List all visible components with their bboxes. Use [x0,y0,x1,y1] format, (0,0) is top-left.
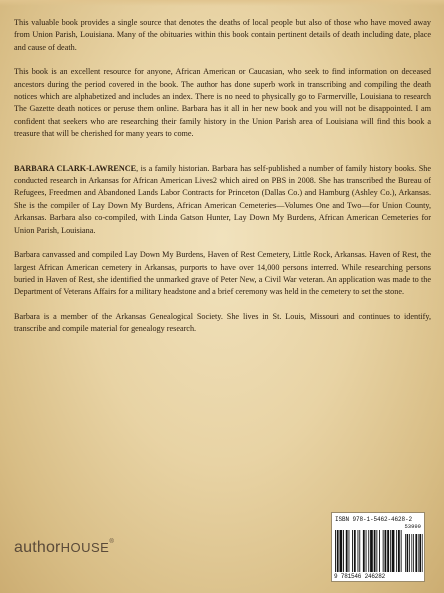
bio-paragraph-1-text: , is a family historian. Barbara has self-published a number of family history books. She conducted research in Arkansas for African American Lives2 which aired on PBS in 2008. She has transcribed the Bureau of Refugees, Freedmen and Abandoned Lands Labor Contracts for Princeton (Dallas Co.) and Hamburg (Ashley Co.), Arkansas. She is the compiler of Lay Down My Burdens, African American Cemeteries—Volumes One and Two—for Union County, Arkansas. Barbara also co-compiled, with Linda Gatson Hunter, Lay Down My Burdens, African American Cemeteries for Union Parish, Louisiana. [14,163,431,235]
bio-paragraph-2: Barbara canvassed and compiled Lay Down My Burdens, Haven of Rest Cemetery, Little Rock, Arkansas. Haven of Rest, the largest African American cemetery in Arkansas, purports to have over 14,000 persons interred. While researching persons buried in Haven of Rest, she identified the unmarked grave of Peter New, a Civil War veteran. An application was made to the Department of Veterans Affairs for a military headstone and a brief ceremony was held in the cemetery to set the stone. [14,250,431,297]
description-paragraph-2: This book is an excellent resource for anyone, African American or Caucasian, who seek to find information on deceased ancestors during the period covered in the book. The author has done superb work in transcribing and compiling the death notices which are alphabetized and includes an index. There is no need to physically go to Farmerville, Louisiana to research The Gazette death notices or peruse them online. Barbara has it all in her new book and you will not be disappointed. I am confident that seekers who are researching their family history in the Union Parish area of Louisiana will find this book a treasure that will be cherished for many years to come. [14,67,431,139]
isbn-barcode [331,512,425,582]
price-code: 53999 [404,523,421,530]
barcode-digits: 9 781546 246282 [334,573,386,580]
author-name: BARBARA CLARK-LAWRENCE [14,163,137,173]
trademark-mark: ® [109,539,114,545]
top-edge-shading [0,0,444,6]
publisher-logo-suffix: HOUSE [60,540,110,555]
section-gap [14,153,431,163]
publisher-logo [14,539,114,557]
bio-paragraph-1 [14,163,431,237]
barcode-bars [335,530,423,572]
description-paragraph-1: This valuable book provides a single source that denotes the deaths of local people but also of those who have moved away from Union Parish, Louisiana. Many of the obituaries within this book contain pertinent details of death including date, place and cause of death. [14,18,431,52]
back-cover-text [14,17,431,348]
bio-paragraph-3: Barbara is a member of the Arkansas Genealogical Society. She lives in St. Louis, Missouri and continues to identify, transcribe and compile material for genealogy research. [14,311,431,334]
publisher-logo-prefix: author [14,539,61,556]
isbn-label: ISBN 978-1-5462-4628-2 [335,516,413,523]
